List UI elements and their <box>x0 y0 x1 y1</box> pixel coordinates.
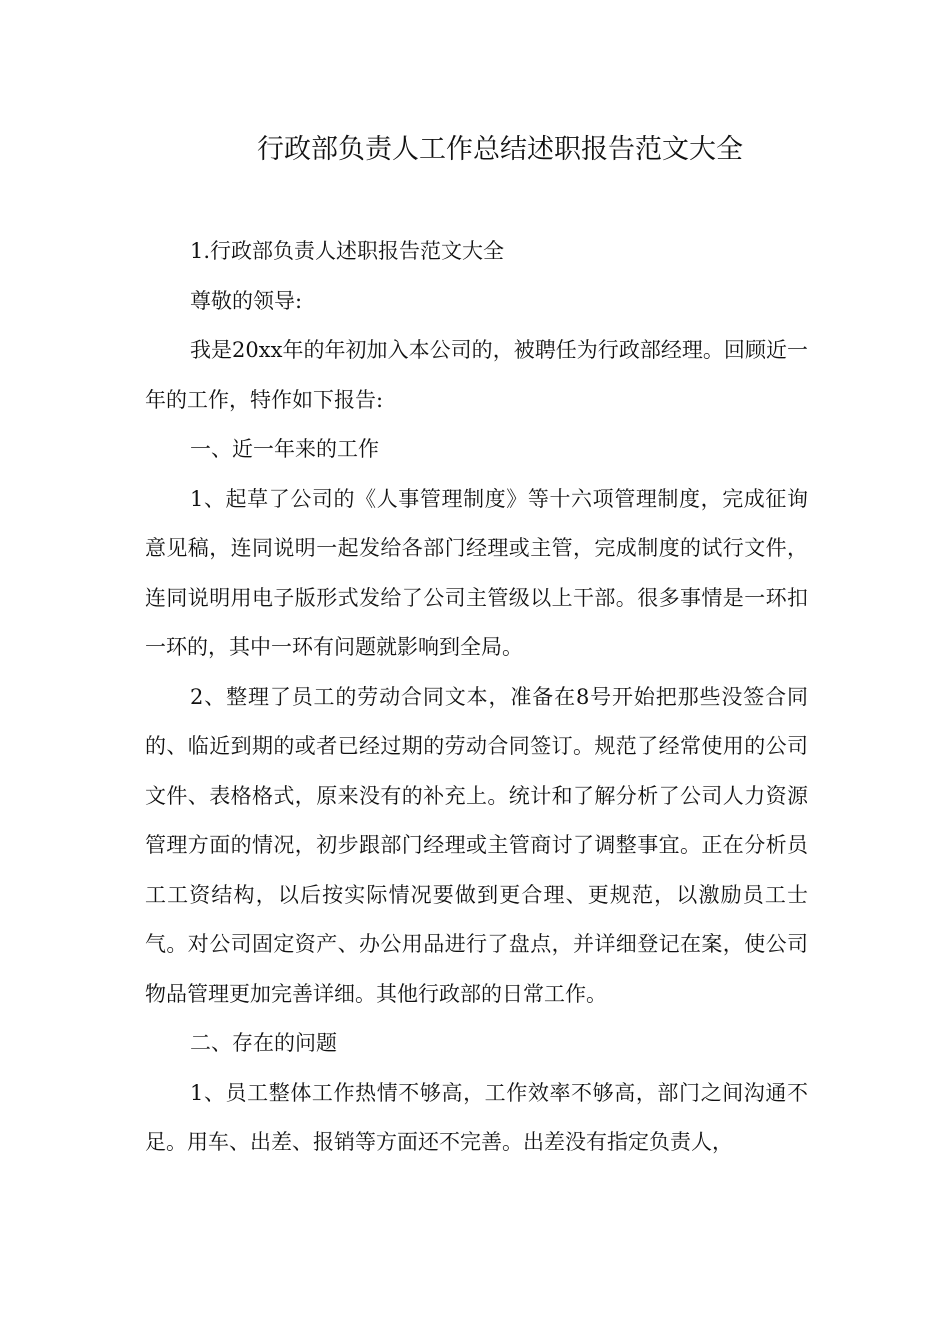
paragraph: 2、整理了员工的劳动合同文本，准备在8号开始把那些没签合同的、临近到期的或者已经过期的劳动合同签订。规范了经常使用的公司文件、表格格式，原来没有的补充上。统计和了解分析了公司人力资源管理方面的情况，初步跟部门经理或主管商讨了调整事宜。正在分析员工工资结构，以后按实际情况要做到更合理、更规范，以激励员工士气。对公司固定资产、办公用品进行了盘点，并详细登记在案，使公司物品管理更加完善详细。其他行政部的日常工作。 <box>145 684 808 1006</box>
paragraph: 我是20xx年的年初加入本公司的，被聘任为行政部经理。回顾近一年的工作，特作如下报告: <box>145 338 808 412</box>
section-heading: 一、近一年来的工作 <box>190 437 379 461</box>
paragraph: 1、起草了公司的《人事管理制度》等十六项管理制度，完成征询意见稿，连同说明一起发给各部门经理或主管，完成制度的试行文件，连同说明用电子版形式发给了公司主管级以上干部。很多事情是一环扣一环的，其中一环有问题就影响到全局。 <box>145 486 808 659</box>
section-heading: 1.行政部负责人述职报告范文大全 <box>190 239 505 263</box>
document-body <box>145 227 808 1168</box>
section-heading: 二、存在的问题 <box>190 1031 337 1055</box>
paragraph: 1、员工整体工作热情不够高，工作效率不够高，部门之间沟通不足。用车、出差、报销等方面还不完善。出差没有指定负责人， <box>145 1080 808 1154</box>
salutation: 尊敬的领导: <box>190 288 303 313</box>
document-title: 行政部负责人工作总结述职报告范文大全 <box>257 134 743 165</box>
